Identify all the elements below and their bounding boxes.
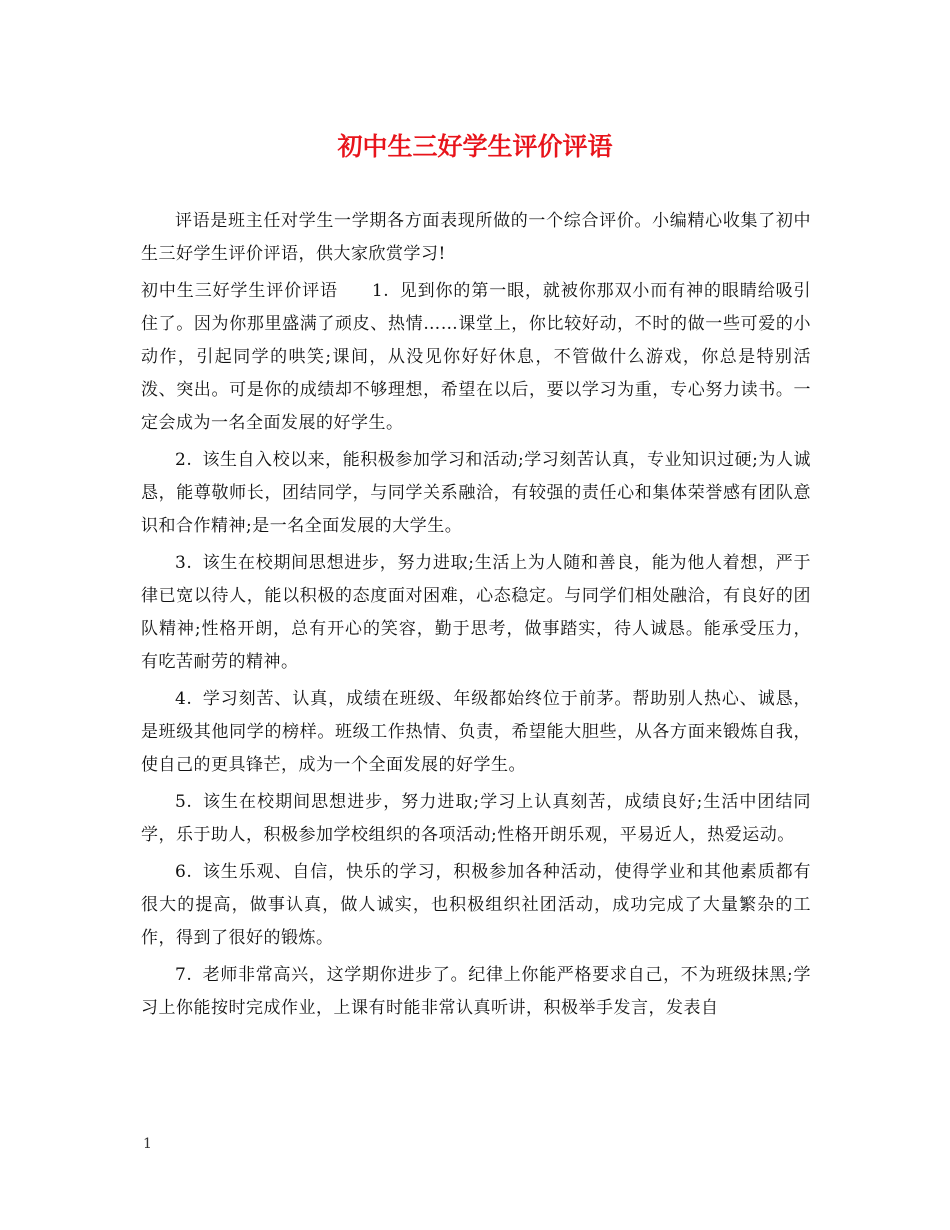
- item-text: 老师非常高兴，这学期你进步了。纪律上你能严格要求自己，不为班级抹黑;学习上你能按时完成作业，上课有时能非常认真听讲，积极举手发言，发表自: [141, 965, 811, 1018]
- list-item: [141, 959, 811, 1025]
- item-number: 4.: [175, 689, 193, 709]
- page-number: 1: [143, 1136, 152, 1152]
- item-number: 6.: [175, 862, 193, 882]
- list-item: [141, 683, 811, 782]
- intro-paragraph: 评语是班主任对学生一学期各方面表现所做的一个综合评价。小编精心收集了初中生三好学生评价评语，供大家欣赏学习!: [141, 211, 811, 264]
- document-body: [141, 205, 811, 1029]
- item-number: 7.: [175, 965, 193, 985]
- item-text: 该生在校期间思想进步，努力进取;学习上认真刻苦，成绩良好;生活中团结同学，乐于助人，积极参加学校组织的各项活动;性格开朗乐观，平易近人，热爱运动。: [141, 792, 811, 845]
- section-heading: 初中生三好学生评价评语: [141, 281, 338, 301]
- item-text: 该生自入校以来，能积极参加学习和活动;学习刻苦认真，专业知识过硬;为人诚恳，能尊敬师长，团结同学，与同学关系融洽，有较强的责任心和集体荣誉感有团队意识和合作精神;是一名全面发展的大学生。: [141, 450, 811, 536]
- item-text: 该生在校期间思想进步，努力进取;生活上为人随和善良，能为他人着想，严于律已宽以待人，能以积极的态度面对困难，心态稳定。与同学们相处融洽，有良好的团队精神;性格开朗，总有开心的笑容，勤于思考，做事踏实，待人诚恳。能承受压力，有吃苦耐劳的精神。: [141, 553, 811, 672]
- item-number: 3.: [175, 553, 193, 573]
- item-number: 5.: [175, 792, 193, 812]
- item-text: 见到你的第一眼，就被你那双小而有神的眼睛给吸引住了。因为你那里盛满了顽皮、热情……课堂上，你比较好动，不时的做一些可爱的小动作，引起同学的哄笑;课间，从没见你好好休息，不管做什么游戏，你总是特别活泼、突出。可是你的成绩却不够理想，希望在以后，要以学习为重，专心努力读书。一定会成为一名全面发展的好学生。: [141, 281, 812, 433]
- item-number: 2.: [175, 450, 193, 470]
- page-title: 初中生三好学生评价评语: [337, 132, 613, 161]
- item-text: 学习刻苦、认真，成绩在班级、年级都始终位于前茅。帮助别人热心、诚恳，是班级其他同学的榜样。班级工作热情、负责，希望能大胆些，从各方面来锻炼自我，使自己的更具锋芒，成为一个全面发展的好学生。: [141, 689, 811, 775]
- item-text: 该生乐观、自信，快乐的学习，积极参加各种活动，使得学业和其他素质都有很大的提高，做事认真，做人诚实，也积极组织社团活动，成功完成了大量繁杂的工作，得到了很好的锻炼。: [141, 862, 811, 948]
- list-item: [141, 444, 811, 543]
- item-number: 1.: [371, 281, 390, 301]
- list-item: [141, 275, 811, 440]
- list-item: [141, 856, 811, 955]
- list-item: [141, 786, 811, 852]
- list-item: [141, 547, 811, 679]
